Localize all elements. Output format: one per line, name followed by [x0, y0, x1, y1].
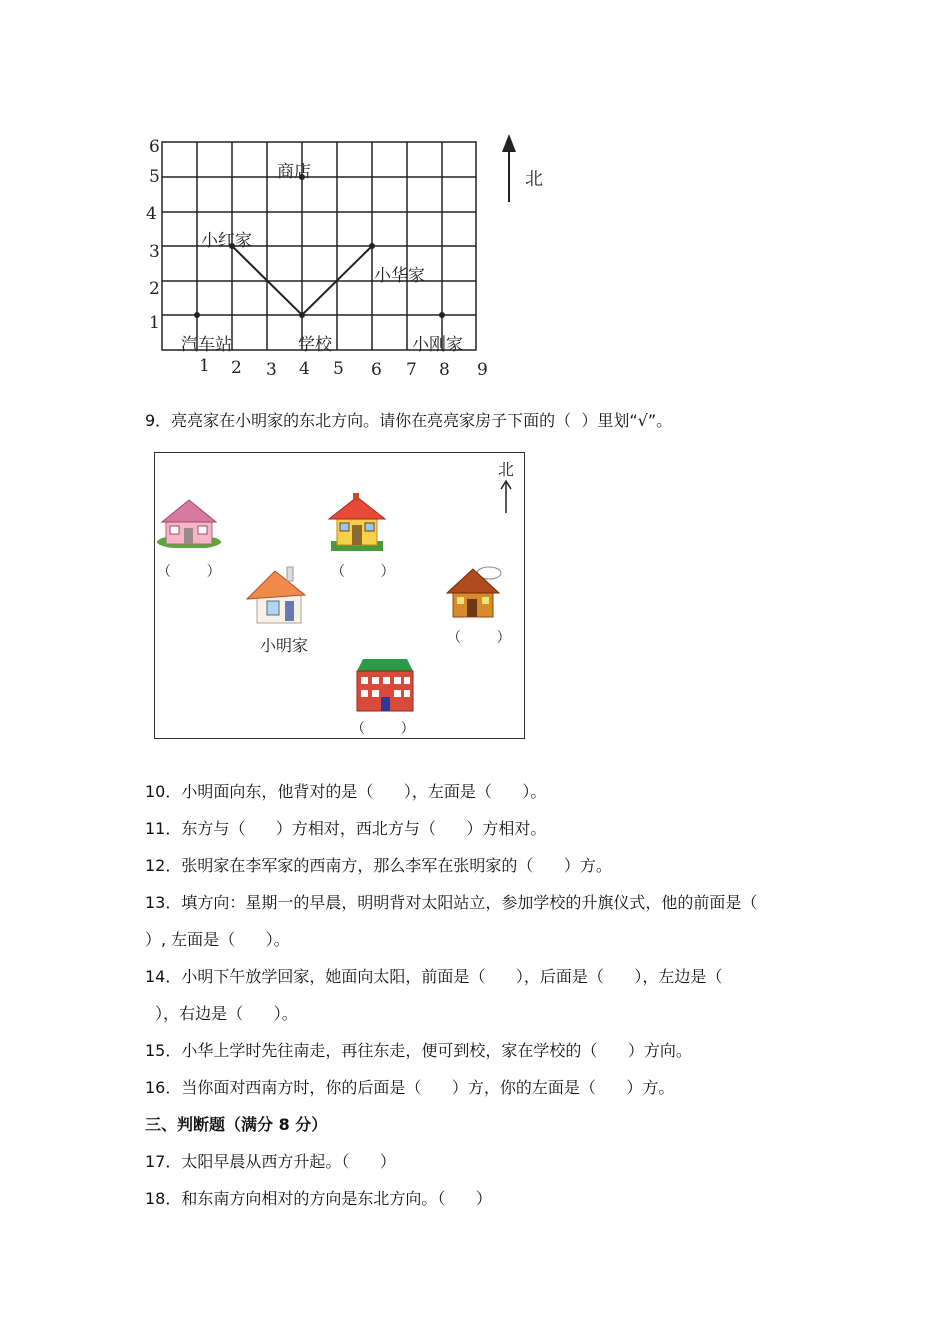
house-map-box — [154, 452, 525, 739]
y-tick: 5 — [149, 167, 160, 187]
question-11: 11．东方与（ ）方相对，西北方与（ ）方相对。 — [145, 819, 547, 838]
question-16: 16．当你面对西南方时，你的后面是（ ）方，你的左面是（ ）方。 — [145, 1078, 675, 1097]
x-tick: 9 — [477, 360, 488, 380]
y-tick: 2 — [149, 279, 160, 299]
point-bus-station — [194, 312, 200, 318]
school-building-icon[interactable] — [353, 657, 417, 713]
answer-paren[interactable]: （ ） — [351, 721, 415, 737]
x-tick: 5 — [333, 359, 344, 379]
pink-house-icon[interactable] — [156, 498, 222, 548]
north-label: 北 — [498, 460, 515, 479]
x-tick: 6 — [371, 360, 382, 380]
place-label-shop: 商店 — [277, 162, 311, 182]
question-13-cont: ）, 左面是（ ）。 — [145, 930, 290, 949]
x-tick: 3 — [266, 360, 277, 380]
answer-paren[interactable]: （ ） — [157, 564, 221, 580]
y-tick: 3 — [149, 242, 160, 262]
answer-paren[interactable]: （ ） — [331, 564, 395, 580]
place-label-xiaogang-home: 小刚家 — [412, 335, 463, 355]
point-xiaohua-home — [369, 243, 375, 249]
answer-paren[interactable]: （ ） — [447, 630, 511, 646]
y-tick: 4 — [146, 204, 157, 224]
question-14: 14．小明下午放学回家，她面向太阳，前面是（ ），后面是（ ），左边是（ — [145, 967, 723, 986]
x-tick: 7 — [406, 360, 417, 380]
y-tick: 6 — [149, 137, 160, 157]
x-tick: 4 — [299, 359, 310, 379]
place-label-xiaohong-home: 小红家 — [201, 231, 252, 251]
point-xiaogang-home — [439, 312, 445, 318]
x-tick: 8 — [439, 360, 450, 380]
yellow-house-icon[interactable] — [327, 493, 387, 555]
question-14-cont: ），右边是（ ）。 — [145, 1004, 298, 1023]
question-12: 12．张明家在李军家的西南方，那么李军在张明家的（ ）方。 — [145, 856, 612, 875]
north-arrow-icon — [502, 134, 516, 202]
north-arrow-icon — [500, 479, 512, 515]
xiaoming-home-label: 小明家 — [260, 636, 309, 655]
question-15: 15．小华上学时先往南走，再往东走，便可到校，家在学校的（ ）方向。 — [145, 1041, 692, 1060]
grid-map — [140, 130, 560, 385]
question-13: 13．填方向：星期一的早晨，明明背对太阳站立，参加学校的升旗仪式，他的前面是（ — [145, 893, 758, 912]
place-label-xiaohua-home: 小华家 — [374, 266, 425, 286]
place-label-bus-station: 汽车站 — [181, 335, 232, 355]
x-tick: 2 — [231, 358, 242, 378]
question-9: 9．亮亮家在小明家的东北方向。请你在亮亮家房子下面的（ ）里划“√”。 — [145, 411, 673, 430]
question-10: 10．小明面向东，他背对的是（ ），左面是（ ）。 — [145, 782, 547, 801]
brown-house-icon[interactable] — [445, 563, 505, 623]
point-school — [299, 312, 305, 318]
question-18: 18．和东南方向相对的方向是东北方向。（ ） — [145, 1189, 492, 1208]
north-label: 北 — [525, 169, 543, 190]
y-tick: 1 — [149, 313, 160, 333]
place-label-school: 学校 — [298, 335, 332, 355]
orange-house-icon — [245, 565, 311, 627]
question-17: 17．太阳早晨从西方升起。（ ） — [145, 1152, 396, 1171]
section-heading: 三、判断题（满分 8 分） — [145, 1115, 328, 1134]
x-tick: 1 — [199, 356, 210, 376]
